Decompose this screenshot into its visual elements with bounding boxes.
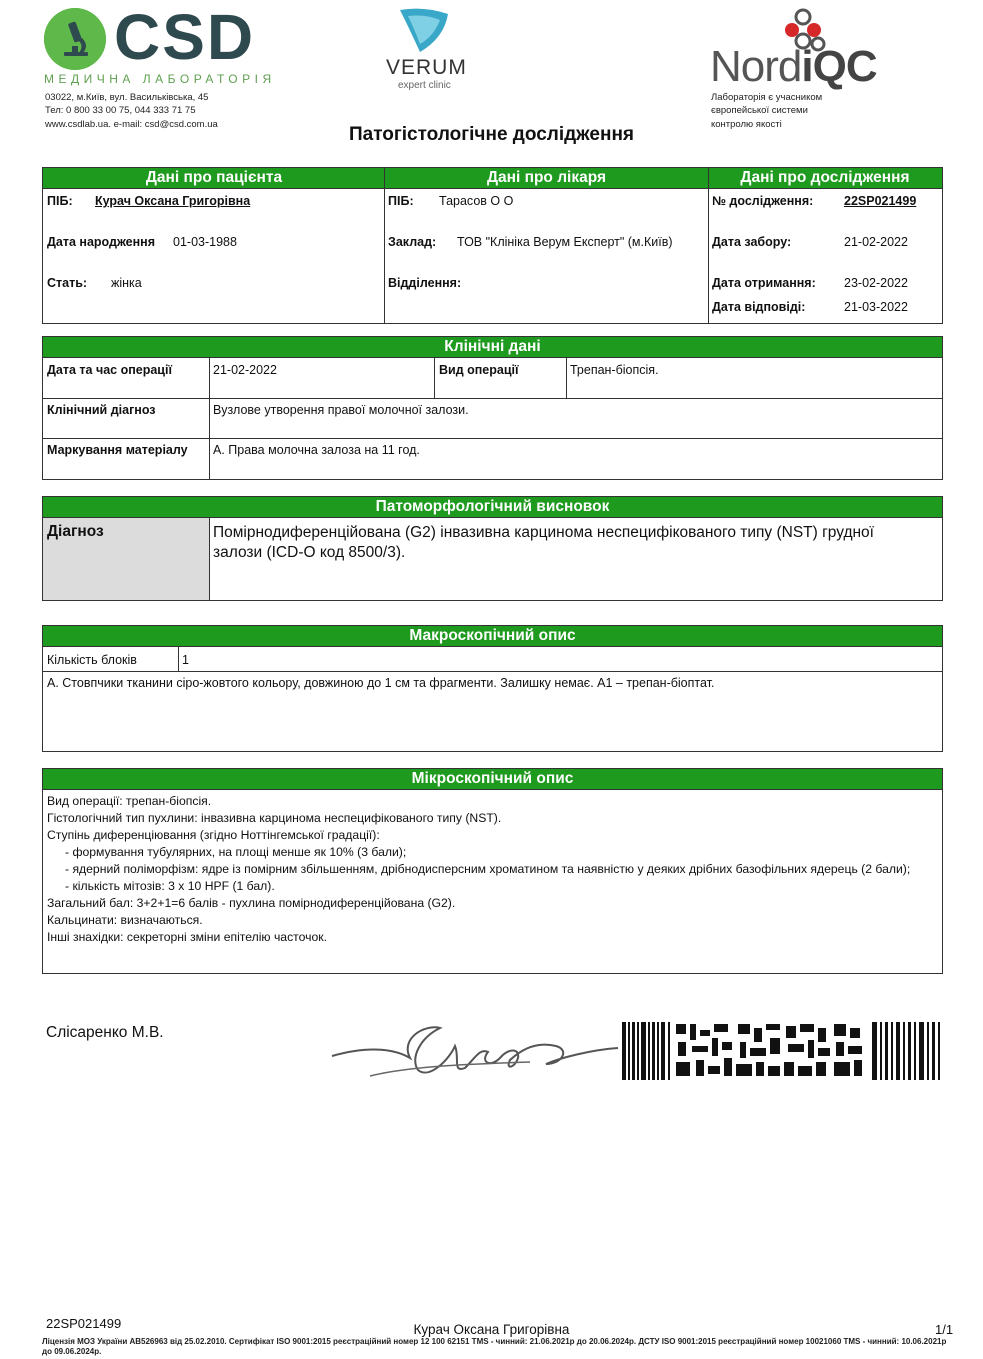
lab-phone: Тел: 0 800 33 00 75, 044 333 71 75 bbox=[45, 105, 196, 116]
nordiqc-logo-text: NordiQC bbox=[710, 42, 877, 91]
study-collected-label: Дата забору: bbox=[712, 235, 792, 249]
micro-line: - кількість мітозів: 3 x 10 HPF (1 бал). bbox=[65, 879, 275, 893]
conclusion-section-title: Патоморфологічний висновок bbox=[43, 497, 942, 518]
conclusion-diagnosis: Помірнодиференційована (G2) інвазивна карцинома неспецифікованого типу (NST) грудної залози (ICD-O код 8500/3). bbox=[213, 524, 874, 561]
micro-line: Інші знахідки: секреторні зміни епітелію часточок. bbox=[47, 930, 327, 944]
micro-line: - ядерний поліморфізм: ядре із помірним збільшенням, дрібнодисперсним хроматином та наявністю у деяких дрібних базофільних ядерець (2 бали); bbox=[65, 862, 911, 876]
lab-address: 03022, м.Київ, вул. Васильківська, 45 bbox=[45, 92, 209, 103]
nordiqc-caption-1: Лабораторія є учасником bbox=[711, 92, 823, 103]
clinical-data-table bbox=[42, 336, 943, 480]
micro-description bbox=[47, 793, 936, 946]
nordiqc-caption-3: контролю якості bbox=[711, 119, 782, 130]
study-answered: 21-03-2022 bbox=[844, 300, 908, 314]
csd-subtitle: МЕДИЧНА ЛАБОРАТОРІЯ bbox=[44, 72, 276, 86]
lab-web: www.csdlab.ua. e-mail: csd@csd.com.ua bbox=[45, 119, 218, 130]
study-received-label: Дата отримання: bbox=[712, 276, 816, 290]
verum-logo bbox=[384, 8, 467, 91]
patient-name-label: ПІБ: bbox=[47, 194, 73, 208]
micro-section-title: Мікроскопічний опис bbox=[43, 769, 942, 790]
handwritten-signature bbox=[330, 1018, 620, 1088]
micro-line: - формування тубулярних, на площі менше як 10% (3 бали); bbox=[65, 845, 407, 859]
csd-logo bbox=[44, 1, 304, 88]
blocks-count-label: Кількість блоків bbox=[47, 653, 137, 667]
patient-section-title: Дані про пацієнта bbox=[145, 169, 283, 186]
study-received: 23-02-2022 bbox=[844, 276, 908, 290]
macro-table bbox=[42, 625, 943, 752]
clinical-section-title: Клінічні дані bbox=[43, 337, 942, 358]
study-answered-label: Дата відповіді: bbox=[712, 300, 806, 314]
macro-description: А. Стовпчики тканини сіро-жовтого кольору, довжиною до 1 см та фрагменти. Залишку немає. А1 – трепан-біоптат. bbox=[47, 676, 715, 690]
micro-line: Загальний бал: 3+2+1=6 балів - пухлина помірнодиференційована (G2). bbox=[47, 896, 456, 910]
marking: А. Права молочна залоза на 11 год. bbox=[213, 443, 420, 457]
patient-dob: 01-03-1988 bbox=[173, 235, 237, 249]
patient-info-table bbox=[42, 167, 943, 324]
op-type: Трепан-біопсія. bbox=[570, 363, 659, 377]
csd-logo-text: CSD bbox=[114, 1, 256, 73]
clinical-diagnosis: Вузлове утворення правої молочної залози. bbox=[213, 403, 469, 417]
op-date-label: Дата та час операції bbox=[47, 363, 172, 377]
barcode-icon bbox=[622, 1022, 942, 1080]
doctor-section-title: Дані про лікаря bbox=[486, 169, 607, 186]
footer-study-id: 22SP021499 bbox=[46, 1316, 122, 1331]
nordiqc-caption-2: європейської системи bbox=[711, 105, 808, 116]
blocks-count: 1 bbox=[182, 653, 189, 667]
verum-shield-icon bbox=[398, 8, 450, 54]
conclusion-label: Діагноз bbox=[47, 523, 104, 540]
patient-sex-label: Стать: bbox=[47, 276, 88, 290]
footer-patient-name: Курач Оксана Григорівна bbox=[413, 1322, 570, 1337]
study-collected: 21-02-2022 bbox=[844, 235, 908, 249]
microscope-icon bbox=[44, 8, 106, 70]
doctor-dept-label: Відділення: bbox=[388, 276, 462, 290]
page-number: 1/1 bbox=[935, 1322, 954, 1337]
nordiqc-logo bbox=[710, 8, 890, 90]
micro-line: Вид операції: трепан-біопсія. bbox=[47, 794, 212, 808]
study-section-title: Дані про дослідження bbox=[740, 169, 910, 186]
signer-name: Слісаренко М.В. bbox=[46, 1024, 164, 1041]
study-number: 22SP021499 bbox=[844, 194, 917, 208]
marking-label: Маркування матеріалу bbox=[47, 443, 188, 457]
doctor-clinic-label: Заклад: bbox=[388, 235, 437, 249]
macro-section-title: Макроскопічний опис bbox=[43, 626, 942, 647]
micro-table bbox=[42, 768, 943, 974]
micro-line: Ступінь диференціювання (згідно Ноттінгемської градації): bbox=[47, 828, 380, 842]
doctor-name: Тарасов О О bbox=[439, 194, 514, 208]
patient-dob-label: Дата народження bbox=[47, 235, 155, 249]
patient-sex: жінка bbox=[111, 276, 142, 290]
patient-name: Курач Оксана Григорівна bbox=[95, 194, 251, 208]
op-type-label: Вид операції bbox=[439, 363, 519, 377]
micro-line: Кальцинати: визначаються. bbox=[47, 913, 203, 927]
document-title: Патогістологічне дослідження bbox=[348, 124, 635, 145]
doctor-clinic: ТОВ "Клініка Верум Експерт" (м.Київ) bbox=[457, 235, 673, 249]
footer-license: Ліцензія МОЗ України АВ526963 від 25.02.2010. Сертифікат ISO 9001:2015 реєстраційний номер 12 100 62151 TMS - чинний: 21.06.2021р до 20.06.2024р. ДСТУ ISO 9001:2015 реєстраційний номер 10021060 TMS - чинний: 10.06.2021р до 09.06.2024р. bbox=[42, 1337, 947, 1356]
study-number-label: № дослідження: bbox=[712, 194, 814, 208]
op-date: 21-02-2022 bbox=[213, 363, 277, 377]
verum-logo-text: VERUM bbox=[386, 56, 467, 79]
micro-line: Гістологічний тип пухлини: інвазивна карцинома неспецифікованого типу (NST). bbox=[47, 811, 502, 825]
clinical-diagnosis-label: Клінічний діагноз bbox=[47, 403, 156, 417]
verum-subtitle: expert clinic bbox=[398, 80, 451, 91]
doctor-name-label: ПІБ: bbox=[388, 194, 414, 208]
conclusion-table bbox=[42, 496, 943, 601]
